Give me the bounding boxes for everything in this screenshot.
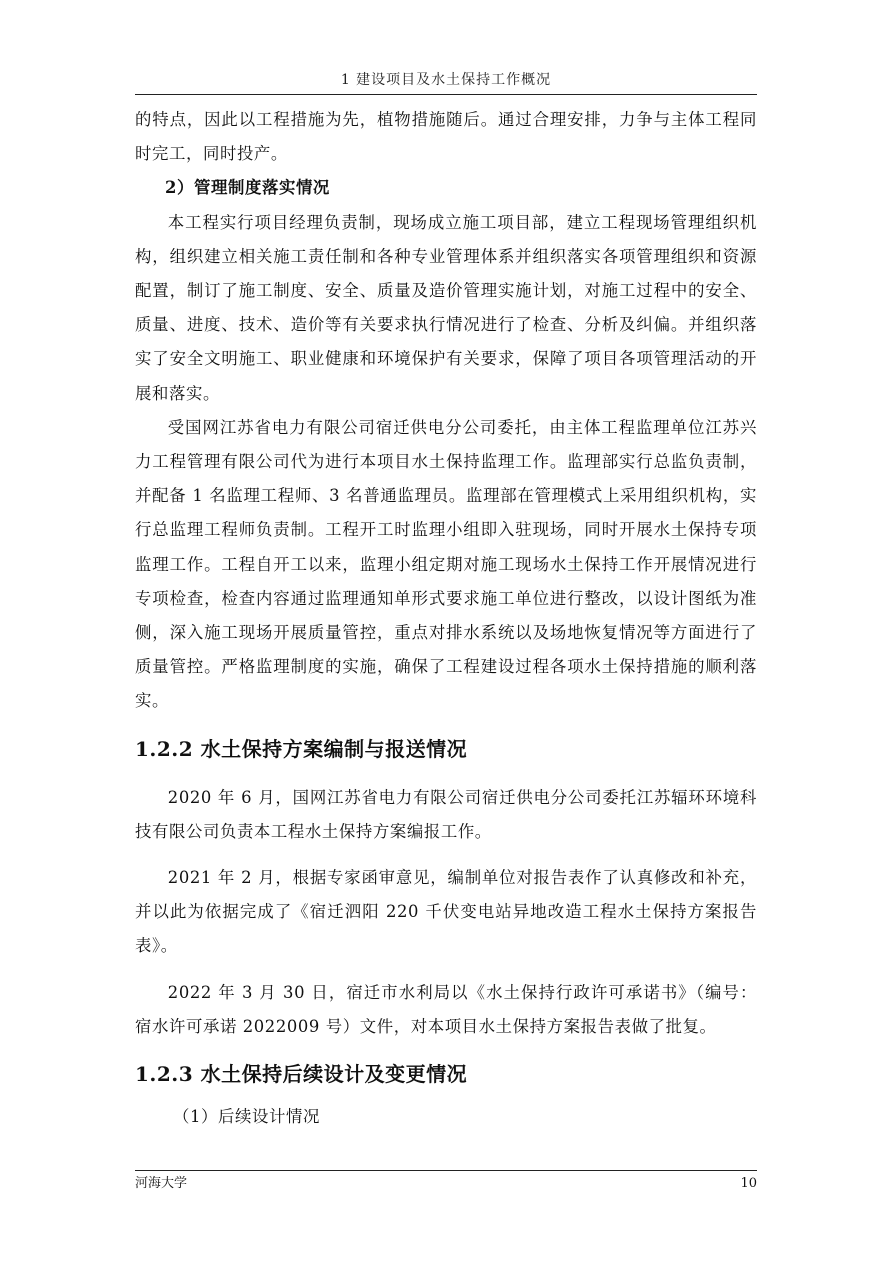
page-number: 10 bbox=[740, 1176, 757, 1191]
list-item-follow-up-design: （1）后续设计情况 bbox=[173, 1107, 320, 1127]
page-footer bbox=[135, 1170, 757, 1193]
paragraph-continuation: 的特点，因此以工程措施为先，植物措施随后。通过合理安排，力争与主体工程同时完工，同时投产。 bbox=[135, 110, 757, 164]
paragraph-management-system: 本工程实行项目经理负责制，现场成立施工项目部，建立工程现场管理组织机构，组织建立相关施工责任制和各种专业管理体系并组织落实各项管理组织和资源配置，制订了施工制度、安全、质量及造价管理实施计划，对施工过程中的安全、质量、进度、技术、造价等有关要求执行情况进行了检查、分析及纠偏。并组织落实了安全文明施工、职业健康和环境保护有关要求，保障了项目各项管理活动的开展和落实。 bbox=[135, 212, 757, 403]
running-header: 1 建设项目及水土保持工作概况 bbox=[135, 70, 757, 95]
section-heading-1-2-2: 1.2.2 水土保持方案编制与报送情况 bbox=[135, 736, 468, 761]
page-body bbox=[135, 103, 757, 1134]
paragraph-supervision: 受国网江苏省电力有限公司宿迁供电分公司委托，由主体工程监理单位江苏兴力工程管理有限公司代为进行本项目水土保持监理工作。监理部实行总监负责制，并配备 1 名监理工程师、3 名普通监理员。监理部在管理模式上采用组织机构，实行总监理工程师负责制。工程开工时监理小组即入驻现场，同时开展水土保持专项监理工作。工程自开工以来，监理小组定期对施工现场水土保持工作开展情况进行专项检查，检查内容通过监理通知单形式要求施工单位进行整改，以设计图纸为准侧，深入施工现场开展质量管控，重点对排水系统以及场地恢复情况等方面进行了质量管控。严格监理制度的实施，确保了工程建设过程各项水土保持措施的顺利落实。 bbox=[135, 417, 757, 711]
subheading-management-system: 2）管理制度落实情况 bbox=[165, 178, 330, 198]
paragraph-plan-2020: 2020 年 6 月，国网江苏省电力有限公司宿迁供电分公司委托江苏辐环环境科技有限公司负责本工程水土保持方案编报工作。 bbox=[135, 787, 757, 841]
footer-institution: 河海大学 bbox=[135, 1176, 188, 1191]
paragraph-approval-2022: 2022 年 3 月 30 日，宿迁市水利局以《水土保持行政许可承诺书》（编号：宿水许可承诺 2022009 号）文件，对本项目水土保持方案报告表做了批复。 bbox=[135, 982, 757, 1036]
section-heading-1-2-3: 1.2.3 水土保持后续设计及变更情况 bbox=[135, 1062, 468, 1087]
paragraph-plan-2021: 2021 年 2 月，根据专家函审意见，编制单位对报告表作了认真修改和补充，并以此为依据完成了《宿迁泗阳 220 千伏变电站异地改造工程水土保持方案报告表》。 bbox=[135, 868, 757, 956]
